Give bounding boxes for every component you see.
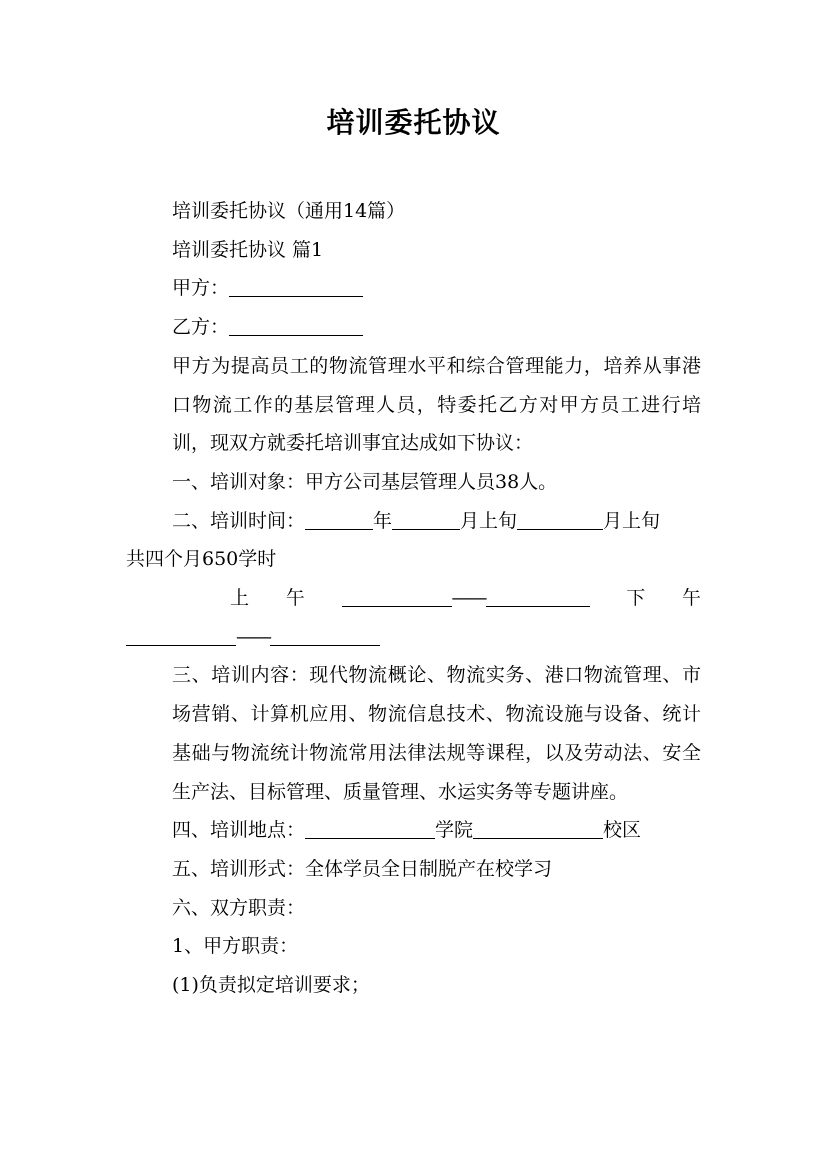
morning-time-range (342, 579, 590, 618)
party-b-line (126, 308, 701, 347)
training-time-prefix: 二、培训时间： (172, 509, 306, 532)
intro-paragraph: 甲方为提高员工的物流管理水平和综合管理能力，培养从事港口物流工作的基层管理人员，特委托乙方对甲方员工进行培训，现双方就委托培训事宜达成如下协议： (172, 354, 701, 455)
item-duties-party-a-1: (1)负责拟定培训要求； (172, 974, 370, 997)
schedule-line-2 (126, 618, 701, 657)
campus-label: 校区 (603, 819, 642, 842)
morning-char-2: 午 (285, 587, 305, 610)
start-year-blank (305, 505, 373, 530)
item-training-time (126, 502, 701, 541)
afternoon-char-2: 午 (681, 587, 701, 610)
training-hours-line: 共四个月650学时 (126, 548, 277, 571)
party-a-blank (229, 272, 363, 297)
afternoon-start-blank (126, 621, 236, 646)
morning-char-1: 上 (230, 587, 250, 610)
document-title: 培训委托协议 (326, 106, 501, 139)
party-a-line (126, 269, 701, 308)
start-month-blank (392, 505, 460, 530)
month-early-end-label: 月上旬 (603, 509, 661, 532)
college-label: 学院 (435, 819, 474, 842)
item-training-form: 五、培训形式：全体学员全日制脱产在校学习 (172, 857, 553, 880)
party-a-label: 甲方： (172, 277, 230, 300)
item-duties-party-a: 1、甲方职责： (172, 935, 299, 958)
section-heading: 培训委托协议 篇1 (172, 238, 324, 261)
location-prefix: 四、培训地点： (172, 819, 306, 842)
party-b-label: 乙方： (172, 316, 230, 339)
college-blank (305, 814, 435, 839)
item-duties: 六、双方职责： (172, 896, 306, 919)
afternoon-dash: —— (236, 625, 270, 648)
item-training-location (126, 811, 701, 850)
end-month-blank (517, 505, 603, 530)
party-b-blank (229, 311, 363, 336)
schedule-line-1 (126, 579, 701, 618)
morning-end-blank (486, 582, 590, 607)
item-training-content: 三、培训内容：现代物流概论、物流实务、港口物流管理、市场营销、计算机应用、物流信息技术、物流设施与设备、统计基础与物流统计物流常用法律法规等课程，以及劳动法、安全生产法、目标管理、质量管理、水运实务等专题讲座。 (172, 664, 701, 803)
afternoon-char-1: 下 (626, 587, 646, 610)
morning-dash: —— (451, 587, 486, 610)
campus-blank (473, 814, 603, 839)
year-label: 年 (373, 509, 393, 532)
morning-start-blank (342, 582, 452, 607)
afternoon-end-blank (270, 621, 380, 646)
item-training-target: 一、培训对象：甲方公司基层管理人员38人。 (172, 470, 558, 493)
document-body (126, 192, 701, 1005)
month-early-label: 月上旬 (460, 509, 518, 532)
document-subtitle: 培训委托协议（通用14篇） (172, 200, 406, 222)
